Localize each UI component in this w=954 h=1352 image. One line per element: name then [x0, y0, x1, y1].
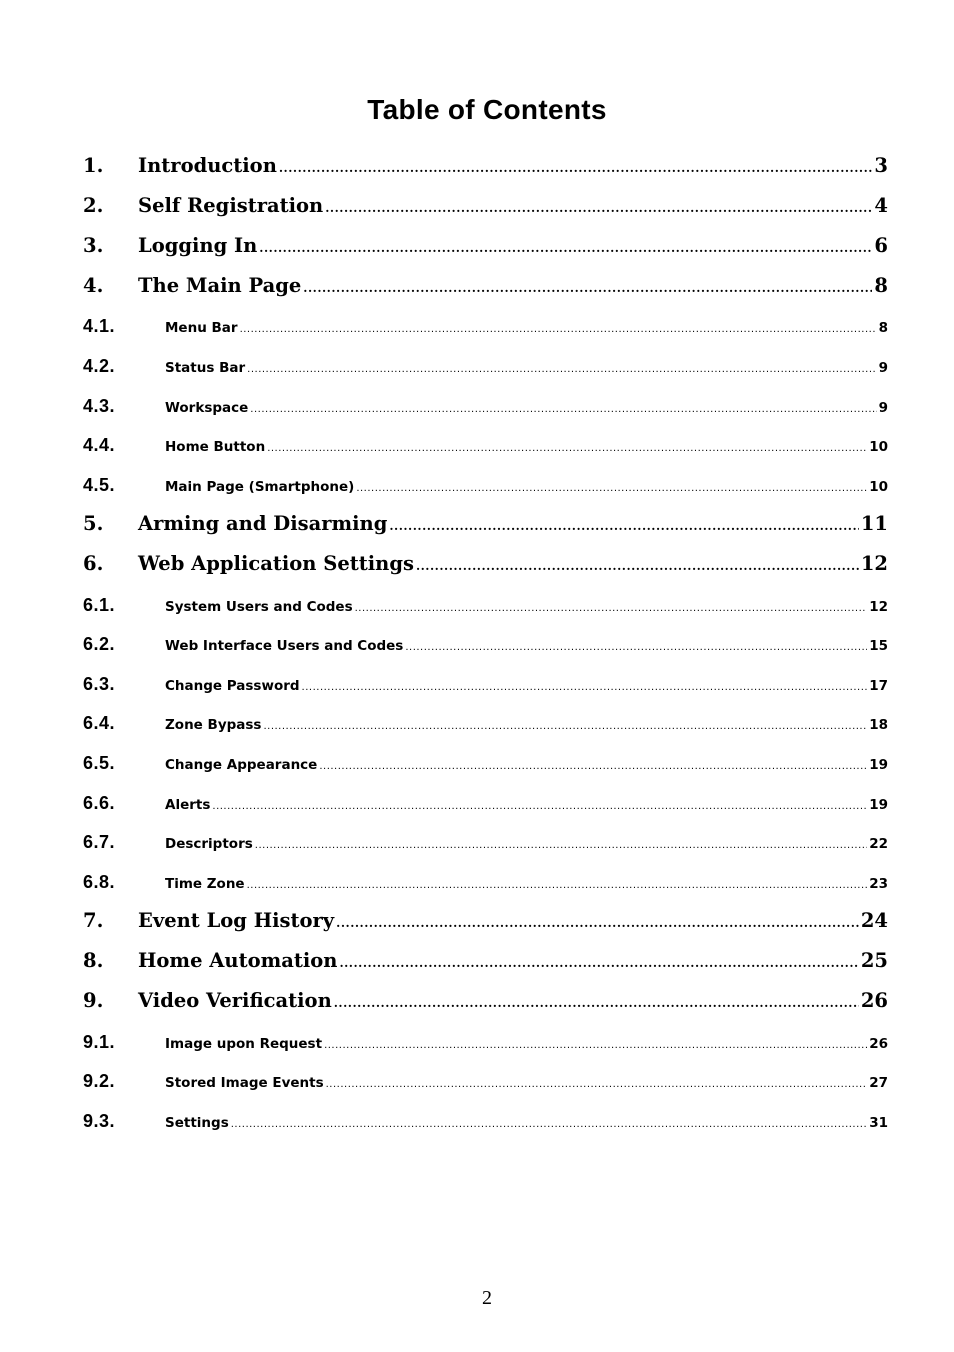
toc-entry-label: Alerts	[165, 796, 211, 813]
toc-entry-number: 6.4.	[83, 713, 116, 734]
dot-leader	[267, 429, 867, 467]
toc-entry-number: 6.3.	[83, 673, 116, 694]
toc-subentry[interactable]	[83, 388, 888, 428]
toc-entry-number: 9.3.	[83, 1110, 116, 1131]
toc-subentry[interactable]	[83, 1063, 888, 1103]
toc-entry-number: 3.	[83, 234, 104, 258]
dot-leader	[247, 866, 868, 904]
toc-entry-number: 4.2.	[83, 355, 116, 376]
dot-leader	[303, 268, 872, 306]
toc-entry-number: 4.5.	[83, 474, 116, 495]
page-number: 2	[482, 1287, 492, 1309]
toc-entry-label: Web Interface Users and Codes	[165, 638, 404, 655]
toc-entry-page: 19	[869, 756, 888, 773]
toc-entry-page: 3	[874, 154, 888, 177]
toc-entry-label: Time Zone	[165, 875, 245, 892]
dot-leader	[389, 506, 859, 544]
toc-entry-label: Logging In	[138, 234, 258, 258]
toc-entry[interactable]	[83, 903, 888, 943]
dot-leader	[326, 1065, 868, 1103]
toc-entry-page: 8	[878, 320, 888, 337]
toc-entry-page: 6	[874, 234, 888, 258]
toc-subentry[interactable]	[83, 308, 888, 348]
toc-entry-page: 10	[869, 439, 888, 456]
toc-entry-page: 23	[869, 875, 888, 892]
toc-entry-number: 6.8.	[83, 871, 116, 892]
toc-entry-page: 17	[869, 677, 888, 694]
toc-entry-page: 12	[860, 552, 888, 576]
toc-entry-label: Workspace	[165, 399, 249, 416]
toc-entry-number: 5.	[83, 512, 104, 536]
dot-leader	[231, 1105, 867, 1143]
toc-subentry[interactable]	[83, 348, 888, 388]
toc-subentry[interactable]	[83, 745, 888, 785]
toc-entry-page: 18	[869, 717, 888, 734]
dot-leader	[255, 826, 867, 864]
dot-leader	[250, 390, 876, 428]
toc-entry-page: 11	[860, 512, 888, 536]
toc-entry-label: System Users and Codes	[165, 598, 353, 615]
toc-entry-label: Zone Bypass	[165, 717, 262, 734]
dot-leader	[336, 903, 859, 941]
toc-entry-label: Settings	[165, 1114, 229, 1131]
toc-entry[interactable]	[83, 943, 888, 983]
toc-entry-label: Event Log History	[138, 909, 335, 933]
toc-entry-label: Menu Bar	[165, 320, 238, 337]
toc-entry-page: 27	[869, 1075, 888, 1092]
toc-entry-label: Self Registration	[138, 194, 324, 218]
toc-entry-number: 7.	[83, 909, 104, 933]
toc-entry-page: 26	[860, 989, 888, 1013]
toc-entry[interactable]	[83, 148, 888, 188]
dot-leader	[356, 469, 867, 507]
toc-entry[interactable]	[83, 188, 888, 228]
toc-entry-page: 25	[860, 949, 888, 973]
toc-entry[interactable]	[83, 546, 888, 586]
toc-entry-number: 2.	[83, 194, 104, 218]
toc-subentry[interactable]	[83, 626, 888, 666]
toc-entry-page: 8	[874, 274, 888, 298]
toc-entry-label: Change Appearance	[165, 756, 318, 773]
toc-entry-label: Status Bar	[165, 359, 246, 376]
dot-leader	[259, 228, 872, 266]
toc-entry-label: The Main Page	[138, 274, 302, 298]
toc-subentry[interactable]	[83, 427, 888, 467]
toc-entry-label: Stored Image Events	[165, 1075, 324, 1092]
toc-entry-number: 9.	[83, 989, 104, 1013]
toc-entry-label: Web Application Settings	[138, 552, 414, 576]
dot-leader	[279, 148, 873, 186]
toc-entry-number: 6.6.	[83, 792, 116, 813]
dot-leader	[240, 310, 877, 348]
dot-leader	[339, 943, 858, 981]
toc-entry-page: 9	[878, 359, 888, 376]
toc-entry-label: Change Password	[165, 677, 300, 694]
toc-list	[83, 148, 888, 1142]
dot-leader	[263, 707, 867, 745]
dot-leader	[247, 350, 876, 388]
toc-entry-label: Image upon Request	[165, 1035, 323, 1052]
toc-entry-number: 6.5.	[83, 752, 116, 773]
toc-entry-number: 8.	[83, 949, 104, 973]
toc-subentry[interactable]	[83, 785, 888, 825]
toc-entry-number: 4.3.	[83, 395, 116, 416]
toc-entry-label: Descriptors	[165, 836, 253, 853]
toc-entry-number: 6.	[83, 552, 104, 576]
toc-entry-number: 9.2.	[83, 1071, 116, 1092]
toc-entry-label: Arming and Disarming	[138, 512, 388, 536]
toc-entry[interactable]	[83, 983, 888, 1023]
dot-leader	[319, 747, 867, 785]
toc-entry-page: 4	[874, 194, 888, 218]
toc-entry[interactable]	[83, 506, 888, 546]
toc-entry-page: 12	[869, 598, 888, 615]
toc-subentry[interactable]	[83, 864, 888, 904]
toc-entry-number: 6.1.	[83, 594, 116, 615]
toc-entry-number: 6.7.	[83, 832, 116, 853]
dot-leader	[212, 787, 867, 825]
toc-entry-page: 26	[869, 1035, 888, 1052]
toc-entry-label: Introduction	[138, 154, 277, 177]
dot-leader	[355, 589, 868, 627]
toc-subentry[interactable]	[83, 666, 888, 706]
toc-subentry[interactable]	[83, 587, 888, 627]
toc-subentry[interactable]	[83, 705, 888, 745]
toc-entry-label: Main Page (Smartphone)	[165, 478, 355, 495]
toc-entry-page: 10	[869, 478, 888, 495]
dot-leader	[302, 668, 868, 706]
toc-entry-label: Home Button	[165, 439, 266, 456]
toc-subentry[interactable]	[83, 824, 888, 864]
toc-subentry[interactable]	[83, 1024, 888, 1064]
toc-entry-number: 4.4.	[83, 435, 116, 456]
dot-leader	[416, 546, 859, 584]
toc-entry[interactable]	[83, 228, 888, 268]
toc-subentry[interactable]	[83, 1103, 888, 1143]
dot-leader	[324, 1026, 867, 1064]
toc-title: Table of Contents	[367, 94, 607, 125]
dot-leader	[325, 188, 872, 226]
toc-entry-page: 19	[869, 796, 888, 813]
toc-entry-number: 6.2.	[83, 634, 116, 655]
toc-subentry[interactable]	[83, 467, 888, 507]
toc-entry-label: Home Automation	[138, 949, 338, 973]
dot-leader	[405, 628, 867, 666]
dot-leader	[334, 983, 859, 1021]
toc-entry-page: 24	[860, 909, 888, 933]
toc-entry-label: Video Verification	[138, 989, 332, 1013]
toc-entry-number: 4.	[83, 274, 104, 298]
toc-entry-number: 4.1.	[83, 316, 116, 337]
toc-entry-page: 22	[869, 836, 888, 853]
toc-entry-page: 15	[869, 638, 888, 655]
toc-entry-page: 9	[878, 399, 888, 416]
toc-entry[interactable]	[83, 268, 888, 308]
toc-entry-number: 1.	[83, 154, 104, 177]
toc-entry-number: 9.1.	[83, 1031, 116, 1052]
toc-entry-page: 31	[869, 1114, 888, 1131]
